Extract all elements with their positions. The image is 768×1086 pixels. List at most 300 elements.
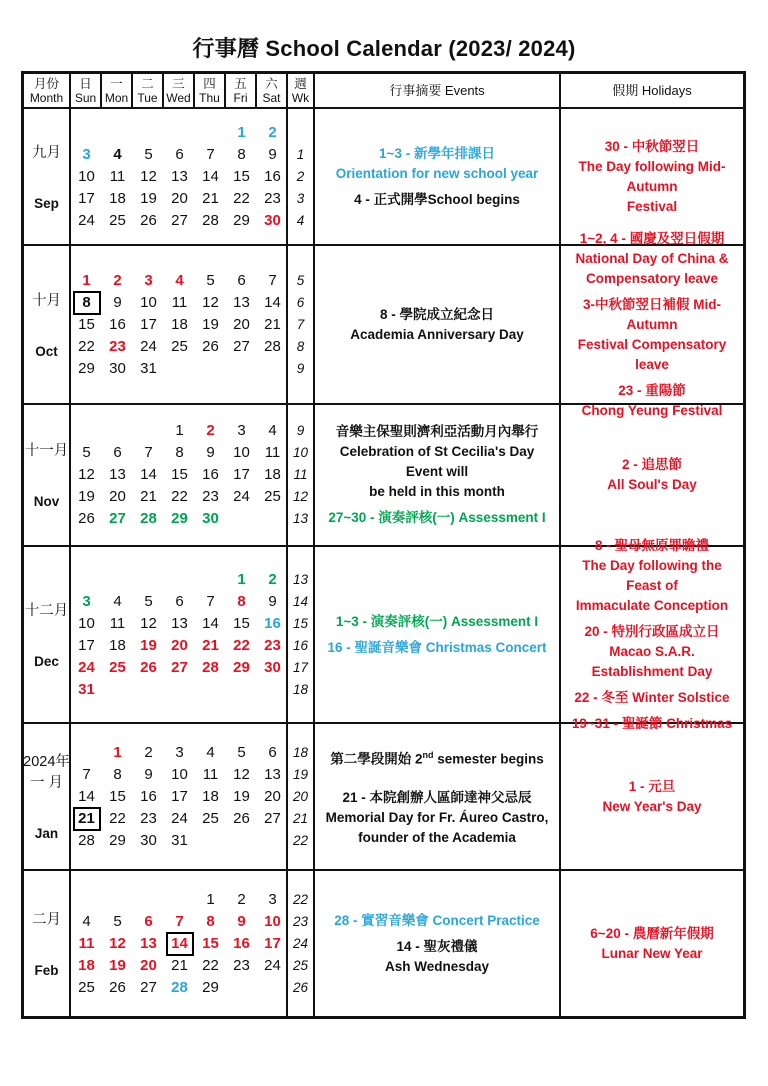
date-number: 19: [233, 787, 250, 805]
date-number: 5: [237, 743, 246, 761]
date-number: 2: [144, 743, 153, 761]
date-number: 6: [144, 912, 153, 930]
header-week: 週 Wk: [288, 74, 315, 107]
date-cell: [71, 464, 102, 486]
date-number: 9: [113, 293, 122, 311]
month-name-en: Sep: [34, 195, 59, 211]
date-number: 19: [140, 636, 157, 654]
days-grid-feb: [71, 871, 288, 1016]
date-number: 24: [171, 809, 188, 827]
holidays-cell-nov: [561, 405, 743, 545]
date-number: 3: [237, 422, 246, 439]
week-number: 11: [293, 467, 308, 482]
empty-day-cell: [257, 977, 288, 999]
date-number: 11: [171, 293, 188, 311]
week-row: [71, 830, 286, 852]
date-cell: [102, 210, 133, 232]
date-cell: [226, 911, 257, 933]
date-number: 20: [171, 636, 188, 654]
date-cell: [226, 292, 257, 314]
date-number: 1: [237, 570, 246, 588]
week-row: [71, 270, 286, 292]
date-cell: [195, 911, 226, 933]
week-row: [71, 336, 286, 358]
date-cell: [226, 613, 257, 635]
date-cell: [195, 635, 226, 657]
date-number: 28: [264, 337, 281, 355]
date-cell: [102, 270, 133, 292]
date-cell: [133, 635, 164, 657]
date-number: 15: [171, 466, 188, 483]
header-month: [24, 74, 71, 107]
date-cell: [164, 442, 195, 464]
date-number: 16: [264, 614, 281, 632]
week-row: [71, 166, 286, 188]
month-name-en: Nov: [33, 494, 60, 509]
date-cell: [226, 808, 257, 830]
date-number: 18: [264, 466, 281, 483]
date-number: 14: [202, 614, 219, 632]
date-number: 30: [140, 831, 157, 849]
date-number: 20: [264, 787, 281, 805]
date-number: 22: [109, 809, 126, 827]
date-number: 10: [140, 293, 157, 311]
date-cell: [71, 314, 102, 336]
date-cell: [133, 977, 164, 999]
date-cell: [195, 613, 226, 635]
date-cell: [71, 358, 102, 380]
date-number: 29: [171, 510, 188, 527]
empty-day-cell: [102, 679, 133, 701]
week-number: 10: [292, 445, 309, 460]
date-number: 17: [78, 636, 95, 654]
date-cell: [102, 464, 133, 486]
days-grid-sep: [71, 109, 288, 244]
empty-day-cell: [226, 358, 257, 380]
month-label-oct: [24, 246, 71, 403]
holidays-cell-feb: [561, 871, 743, 1016]
date-number: 21: [202, 636, 219, 654]
date-number: 20: [171, 189, 188, 207]
date-cell: [71, 508, 102, 530]
date-number: 28: [140, 510, 157, 527]
date-number: 16: [233, 934, 250, 952]
date-cell: [133, 144, 164, 166]
week-column-feb: [288, 871, 315, 1016]
week-row: [71, 210, 286, 232]
empty-day-cell: [195, 679, 226, 701]
date-number: 31: [78, 680, 95, 698]
boxed-date: 8: [73, 291, 101, 315]
events-cell-sep: [315, 109, 561, 244]
date-cell: [164, 270, 195, 292]
date-cell: [133, 358, 164, 380]
date-cell: [257, 955, 288, 977]
date-cell: [133, 955, 164, 977]
empty-day-cell: [195, 830, 226, 852]
date-number: 24: [264, 956, 281, 974]
date-cell: [257, 486, 288, 508]
date-number: 8: [113, 765, 122, 783]
events-cell-oct: [315, 246, 561, 403]
date-cell: [164, 955, 195, 977]
date-cell: [195, 314, 226, 336]
week-row: [71, 314, 286, 336]
date-number: 19: [140, 189, 157, 207]
date-cell: [226, 144, 257, 166]
date-cell: [71, 210, 102, 232]
date-cell: [164, 591, 195, 613]
empty-day-cell: [133, 889, 164, 911]
header-day-sat: 六 Sat: [257, 74, 288, 107]
date-cell: [71, 166, 102, 188]
date-cell: [257, 210, 288, 232]
date-number: 12: [78, 466, 95, 483]
header-day-fri: 五 Fri: [226, 74, 257, 107]
date-number: 4: [268, 422, 277, 439]
date-number: 5: [144, 145, 153, 163]
date-cell: [102, 977, 133, 999]
empty-day-cell: [102, 420, 133, 442]
days-grid-jan: [71, 724, 288, 869]
date-cell: [102, 613, 133, 635]
header-day-mon: 一 Mon: [102, 74, 133, 107]
month-label-feb: [24, 871, 71, 1016]
date-number: 17: [233, 466, 250, 483]
date-cell: [164, 292, 195, 314]
date-number: 27: [109, 510, 126, 527]
date-cell: [195, 270, 226, 292]
events-cell-nov: [315, 405, 561, 545]
week-number: 6: [296, 294, 305, 310]
date-number: 28: [171, 978, 188, 996]
date-number: 22: [202, 956, 219, 974]
calendar-note: 1~3 - 演奏評核(一) Assessment I: [335, 613, 539, 629]
header-row: [24, 74, 743, 109]
date-number: 11: [109, 167, 126, 185]
week-column-jan: [288, 724, 315, 869]
date-cell: [257, 889, 288, 911]
date-number: 6: [175, 592, 184, 610]
week-row: [71, 420, 286, 442]
date-cell: [226, 314, 257, 336]
week-number: 21: [292, 810, 309, 826]
calendar-table: [21, 71, 746, 1019]
date-cell: [195, 508, 226, 530]
week-row: [71, 911, 286, 933]
date-number: 29: [233, 211, 250, 229]
date-number: 1: [113, 743, 122, 761]
date-number: 25: [109, 211, 126, 229]
date-cell: [71, 764, 102, 786]
date-cell: [257, 591, 288, 613]
date-cell: [71, 679, 102, 701]
calendar-note: 1 - 元旦 New Year's Day: [602, 778, 702, 814]
date-number: 17: [264, 934, 281, 952]
date-cell: [257, 292, 288, 314]
date-cell: [257, 911, 288, 933]
date-number: 18: [202, 787, 219, 805]
empty-day-cell: [257, 830, 288, 852]
week-number: 5: [296, 272, 305, 288]
date-cell: [164, 144, 195, 166]
date-cell: [133, 830, 164, 852]
calendar-note: 8 - 聖母無原罪瞻禮 The Day following the Feast of Immaculate Conception: [575, 537, 729, 613]
date-cell: [133, 613, 164, 635]
week-row: [71, 977, 286, 999]
date-cell: [133, 166, 164, 188]
date-number: 25: [109, 658, 126, 676]
week-row: [71, 955, 286, 977]
date-cell: [226, 955, 257, 977]
date-number: 21: [202, 189, 219, 207]
week-row: [71, 464, 286, 486]
date-cell: [133, 292, 164, 314]
week-row: [71, 442, 286, 464]
date-number: 6: [237, 271, 246, 289]
date-number: 19: [202, 315, 219, 333]
date-number: 23: [264, 189, 281, 207]
empty-day-cell: [71, 420, 102, 442]
date-number: 21: [264, 315, 281, 333]
date-number: 11: [78, 934, 95, 952]
week-row: [71, 764, 286, 786]
date-number: 2: [206, 422, 215, 439]
week-number: 18: [292, 681, 309, 697]
date-cell: [133, 210, 164, 232]
date-cell: [71, 144, 102, 166]
date-number: 24: [78, 658, 95, 676]
date-number: 26: [202, 337, 219, 355]
week-number: 13: [292, 571, 309, 587]
week-number: 9: [296, 423, 305, 438]
date-number: 2: [268, 570, 277, 588]
date-number: 21: [140, 488, 157, 505]
week-number: 24: [292, 935, 309, 951]
holidays-cell-oct: [561, 230, 743, 418]
date-cell: [226, 786, 257, 808]
date-cell: [102, 933, 133, 955]
date-cell: [226, 188, 257, 210]
date-cell: [257, 442, 288, 464]
days-grid-nov: [71, 405, 288, 545]
date-cell: [164, 786, 195, 808]
date-cell: [257, 464, 288, 486]
date-number: 24: [140, 337, 157, 355]
date-number: 7: [206, 592, 215, 610]
date-cell: [195, 808, 226, 830]
date-cell: [71, 933, 102, 955]
date-number: 1: [206, 890, 215, 908]
calendar-note: 第二學段開始 2nd semester begins: [330, 749, 544, 767]
header-day-wed: 三 Wed: [164, 74, 195, 107]
empty-day-cell: [226, 977, 257, 999]
date-number: 18: [78, 956, 95, 974]
date-number: 10: [78, 167, 95, 185]
date-cell: [257, 420, 288, 442]
date-number: 9: [237, 912, 246, 930]
empty-day-cell: [71, 889, 102, 911]
week-column-dec: [288, 547, 315, 722]
date-cell: [164, 486, 195, 508]
date-cell: [71, 442, 102, 464]
week-number: 19: [292, 766, 309, 782]
week-number: 20: [292, 788, 309, 804]
date-cell: [133, 933, 164, 955]
date-number: 5: [82, 444, 91, 461]
date-cell: [71, 911, 102, 933]
date-cell: [71, 657, 102, 679]
date-number: 3: [82, 145, 91, 163]
date-number: 22: [171, 488, 188, 505]
month-row-feb: [24, 871, 743, 1016]
date-cell: [102, 742, 133, 764]
date-number: 1: [175, 422, 184, 439]
date-cell: [226, 569, 257, 591]
holidays-cell-sep: [561, 109, 743, 244]
empty-day-cell: [102, 122, 133, 144]
date-cell: [257, 122, 288, 144]
week-row: [71, 358, 286, 380]
calendar-note: 23 - 重陽節 Chong Yeung Festival: [581, 382, 723, 418]
date-number: 3: [144, 271, 153, 289]
month-label-jan: [24, 724, 71, 869]
date-number: 17: [78, 189, 95, 207]
date-number: 4: [113, 145, 122, 163]
header-day-sun: 日 Sun: [71, 74, 102, 107]
month-name-zh: 十月: [32, 292, 61, 309]
date-cell: [257, 314, 288, 336]
week-number: 1: [296, 146, 305, 162]
week-number: 22: [292, 891, 309, 907]
week-row: [71, 569, 286, 591]
date-cell: [102, 292, 133, 314]
date-cell: [257, 188, 288, 210]
date-number: 4: [113, 592, 122, 610]
week-number: [288, 122, 313, 144]
week-number: 12: [292, 489, 309, 504]
month-label-dec: [24, 547, 71, 722]
date-number: 30: [109, 359, 126, 377]
date-number: 27: [171, 211, 188, 229]
date-cell: [195, 977, 226, 999]
month-name-zh: 十一月: [24, 443, 69, 459]
date-cell: [195, 591, 226, 613]
date-number: 24: [78, 211, 95, 229]
date-cell: [102, 314, 133, 336]
date-number: 25: [264, 488, 281, 505]
date-number: 7: [268, 271, 277, 289]
date-number: 25: [78, 978, 95, 996]
date-cell: [226, 336, 257, 358]
date-cell: [195, 742, 226, 764]
date-number: 22: [78, 337, 95, 355]
date-cell: [257, 742, 288, 764]
date-number: 27: [171, 658, 188, 676]
date-cell: [102, 166, 133, 188]
week-number: 13: [292, 511, 309, 526]
header-day-thu: 四 Thu: [195, 74, 226, 107]
date-cell: [226, 635, 257, 657]
calendar-note: 1~3 - 新學年排課日 Orientation for new school year: [335, 145, 539, 181]
week-number: 7: [296, 316, 305, 332]
month-label-nov: [24, 405, 71, 545]
date-number: 30: [264, 211, 281, 229]
date-cell: [164, 336, 195, 358]
date-cell: [133, 508, 164, 530]
month-row-dec: [24, 537, 743, 731]
empty-day-cell: [164, 679, 195, 701]
week-row: [71, 808, 286, 830]
date-cell: [164, 188, 195, 210]
date-number: 13: [109, 466, 126, 483]
week-row: [71, 657, 286, 679]
date-number: 21: [171, 956, 188, 974]
date-number: 25: [171, 337, 188, 355]
date-number: 8: [237, 592, 246, 610]
date-number: 30: [264, 658, 281, 676]
date-cell: [257, 166, 288, 188]
date-cell: [133, 336, 164, 358]
calendar-note: 16 - 聖誕音樂會 Christmas Concert: [327, 639, 547, 655]
date-number: 13: [264, 765, 281, 783]
empty-day-cell: [71, 569, 102, 591]
date-number: 16: [202, 466, 219, 483]
date-number: 27: [140, 978, 157, 996]
date-number: 10: [171, 765, 188, 783]
date-number: 15: [233, 614, 250, 632]
week-number: 17: [292, 659, 309, 675]
month-row-jan: [24, 724, 743, 871]
week-number: 23: [292, 913, 309, 929]
date-number: 18: [109, 189, 126, 207]
date-cell: [164, 977, 195, 999]
date-cell: [226, 442, 257, 464]
date-number: 3: [268, 890, 277, 908]
date-cell: [164, 911, 195, 933]
date-cell: [102, 830, 133, 852]
empty-day-cell: [164, 889, 195, 911]
date-cell: [71, 613, 102, 635]
date-number: 10: [264, 912, 281, 930]
events-cell-dec: [315, 547, 561, 722]
date-number: 3: [175, 743, 184, 761]
events-cell-jan: [315, 724, 561, 869]
week-row: [71, 933, 286, 955]
date-cell: [133, 442, 164, 464]
week-row: [71, 508, 286, 530]
date-number: 26: [78, 510, 95, 527]
header-holidays: 假期 Holidays: [612, 82, 692, 98]
week-number: 3: [296, 190, 305, 206]
date-number: 7: [144, 444, 153, 461]
month-name-zh: 二月: [32, 911, 61, 928]
date-cell: [102, 635, 133, 657]
date-number: 13: [140, 934, 157, 952]
header-events: 行事摘要 Events: [315, 74, 561, 107]
calendar-note: 2 - 追思節 All Soul's Day: [607, 457, 697, 492]
date-cell: [71, 808, 102, 830]
date-number: 9: [206, 444, 215, 461]
date-cell: [257, 336, 288, 358]
date-number: 12: [140, 167, 157, 185]
week-row: [71, 889, 286, 911]
month-label-sep: [24, 109, 71, 244]
date-cell: [133, 486, 164, 508]
date-number: 14: [78, 787, 95, 805]
date-cell: [195, 464, 226, 486]
date-cell: [195, 955, 226, 977]
